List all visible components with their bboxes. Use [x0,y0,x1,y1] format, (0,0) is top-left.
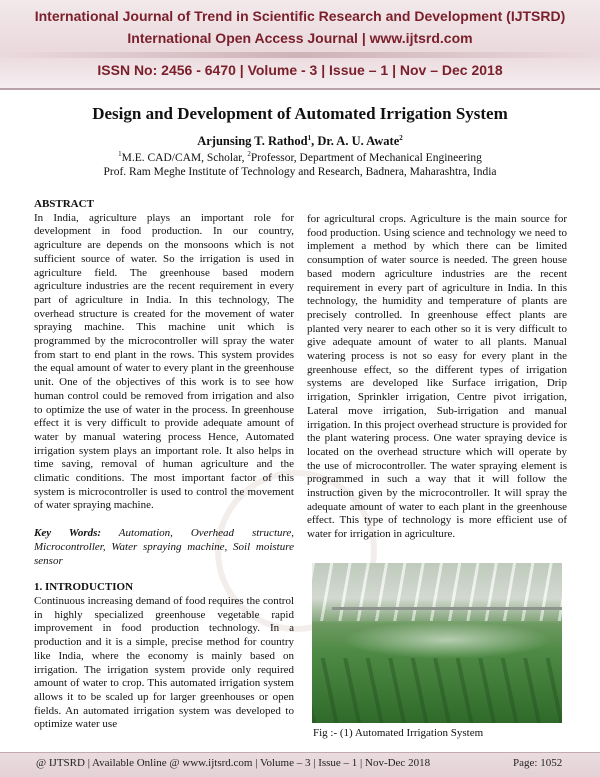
affil-part-1: M.E. CAD/CAM, Scholar, [121,151,248,164]
keywords-label: Key Words: [34,527,102,540]
author-1-sup: 1 [307,134,312,142]
greenhouse-photo [312,563,562,723]
abstract-text: In India, agriculture plays an important role for development in food production. In our country, agriculture are depends on the monsoons which is not sufficient source of water. So the irrigation is used in agriculture field. The greenhouse based modern agriculture industries are the recent requirement in every part of agriculture in India. In this technology, The overhead structure is created for the movement of water spraying machine. This machine unit which is programmed by the microcontroller will spray the water from start to end plant in the rows. This system provides the equal amount of water to every plant in the greenhouse unit. One of the objectives of this work is to see how human control could be removed from irrigation and also to optimize the use of water in the process. In greenhouse effect it is very difficult to provide adequate amount of water by manual watering process Hence, Automated irrigation system plays an important role. It also helps in time saving, removal of human agriculture and the climatic conditions. The most important factor of this system is microcontroller is used to control the movement of water spraying machine. [34,211,294,512]
journal-title: International Journal of Trend in Scientific Research and Development (IJTSRD) [34,8,566,24]
keywords-text: Automation, Overhead structure, Microcontroller, Water spraying machine, Soil moisture sensor [34,527,294,567]
affil-sup-1: 1 [118,150,122,158]
right-column-text: for agricultural crops. Agriculture is the main source for food production. Using science and technology we need to implement a method by which there can be limited consumption of water source is needed. The green house based modern agriculture industries are the recent requirement in every part of agriculture in India. In this technology, the humidity and temperature of plants are precisely controlled. In greenhouse effect plants are planted very nearer to each other so it is very difficult to give adequate amount of water to all plants. Manual watering process is not so easy for every plant in the greenhouse effect, so the different types of irrigation systems are developed like Surface irrigation, Drip irrigation, Sprinkler irrigation, Centre pivot irrigation, Lateral move irrigation, Sub-irrigation and manual irrigation. In this project overhead structure is provided for the plant watering process. One water spraying device is located on the overhead structure which will operate by the use of microcontroller. The water spraying element is programmed in such a way that it will follow the instruction given by the microcontroller. It will spray the adequate amount of water to each plant in the greenhouse effect. This type of technology is more efficient use of water for irrigation in agriculture. [307,213,567,541]
water-spray [342,621,552,659]
journal-subtitle: International Open Access Journal | www.ijtsrd.com [127,30,473,46]
author-separator: , Dr. A. U. Awate [311,134,400,149]
right-column [307,213,567,542]
overhead-structure [332,607,562,610]
affil-sup-2: 2 [247,150,251,158]
issn-line: ISSN No: 2456 - 6470 | Volume - 3 | Issue – 1 | Nov – Dec 2018 [97,62,503,78]
affiliation-line-1 [0,150,600,164]
header-divider [0,52,600,58]
greenhouse-roof [312,563,562,621]
introduction-text: Continuous increasing demand of food requires the control in highly specialized greenhouse vegetable rapid improvement in food production technology. In a production and it is a simple, precise method for country like India, where the economy is mainly based on irrigation. The irrigation system provide only required amount of water to crop. This automated irrigation system allows it to be scaled up for larger greenhouses or open fields. An automated irrigation system was developed to optimize water use [34,594,294,731]
keywords [34,527,294,568]
plant-rows [312,658,562,723]
page-number: Page: 1052 [513,757,563,769]
abstract-heading: ABSTRACT [34,198,94,210]
introduction-heading: 1. INTRODUCTION [34,581,134,594]
author-2-sup: 2 [399,134,403,142]
author-1: Arjunsing T. Rathod [197,134,308,149]
left-column [34,198,294,732]
paper-title: Design and Development of Automated Irrigation System [92,104,508,123]
journal-header [0,0,600,90]
affil-part-2: Professor, Department of Mechanical Engineering [250,151,482,164]
paper-authors [0,134,600,149]
figure-caption: Fig :- (1) Automated Irrigation System [313,727,484,739]
affiliation-line-2: Prof. Ram Meghe Institute of Technology and Research, Badnera, Maharashtra, India [103,166,497,178]
footer-info: @ IJTSRD | Available Online @ www.ijtsrd.com | Volume – 3 | Issue – 1 | Nov-Dec 2018 [36,757,431,769]
